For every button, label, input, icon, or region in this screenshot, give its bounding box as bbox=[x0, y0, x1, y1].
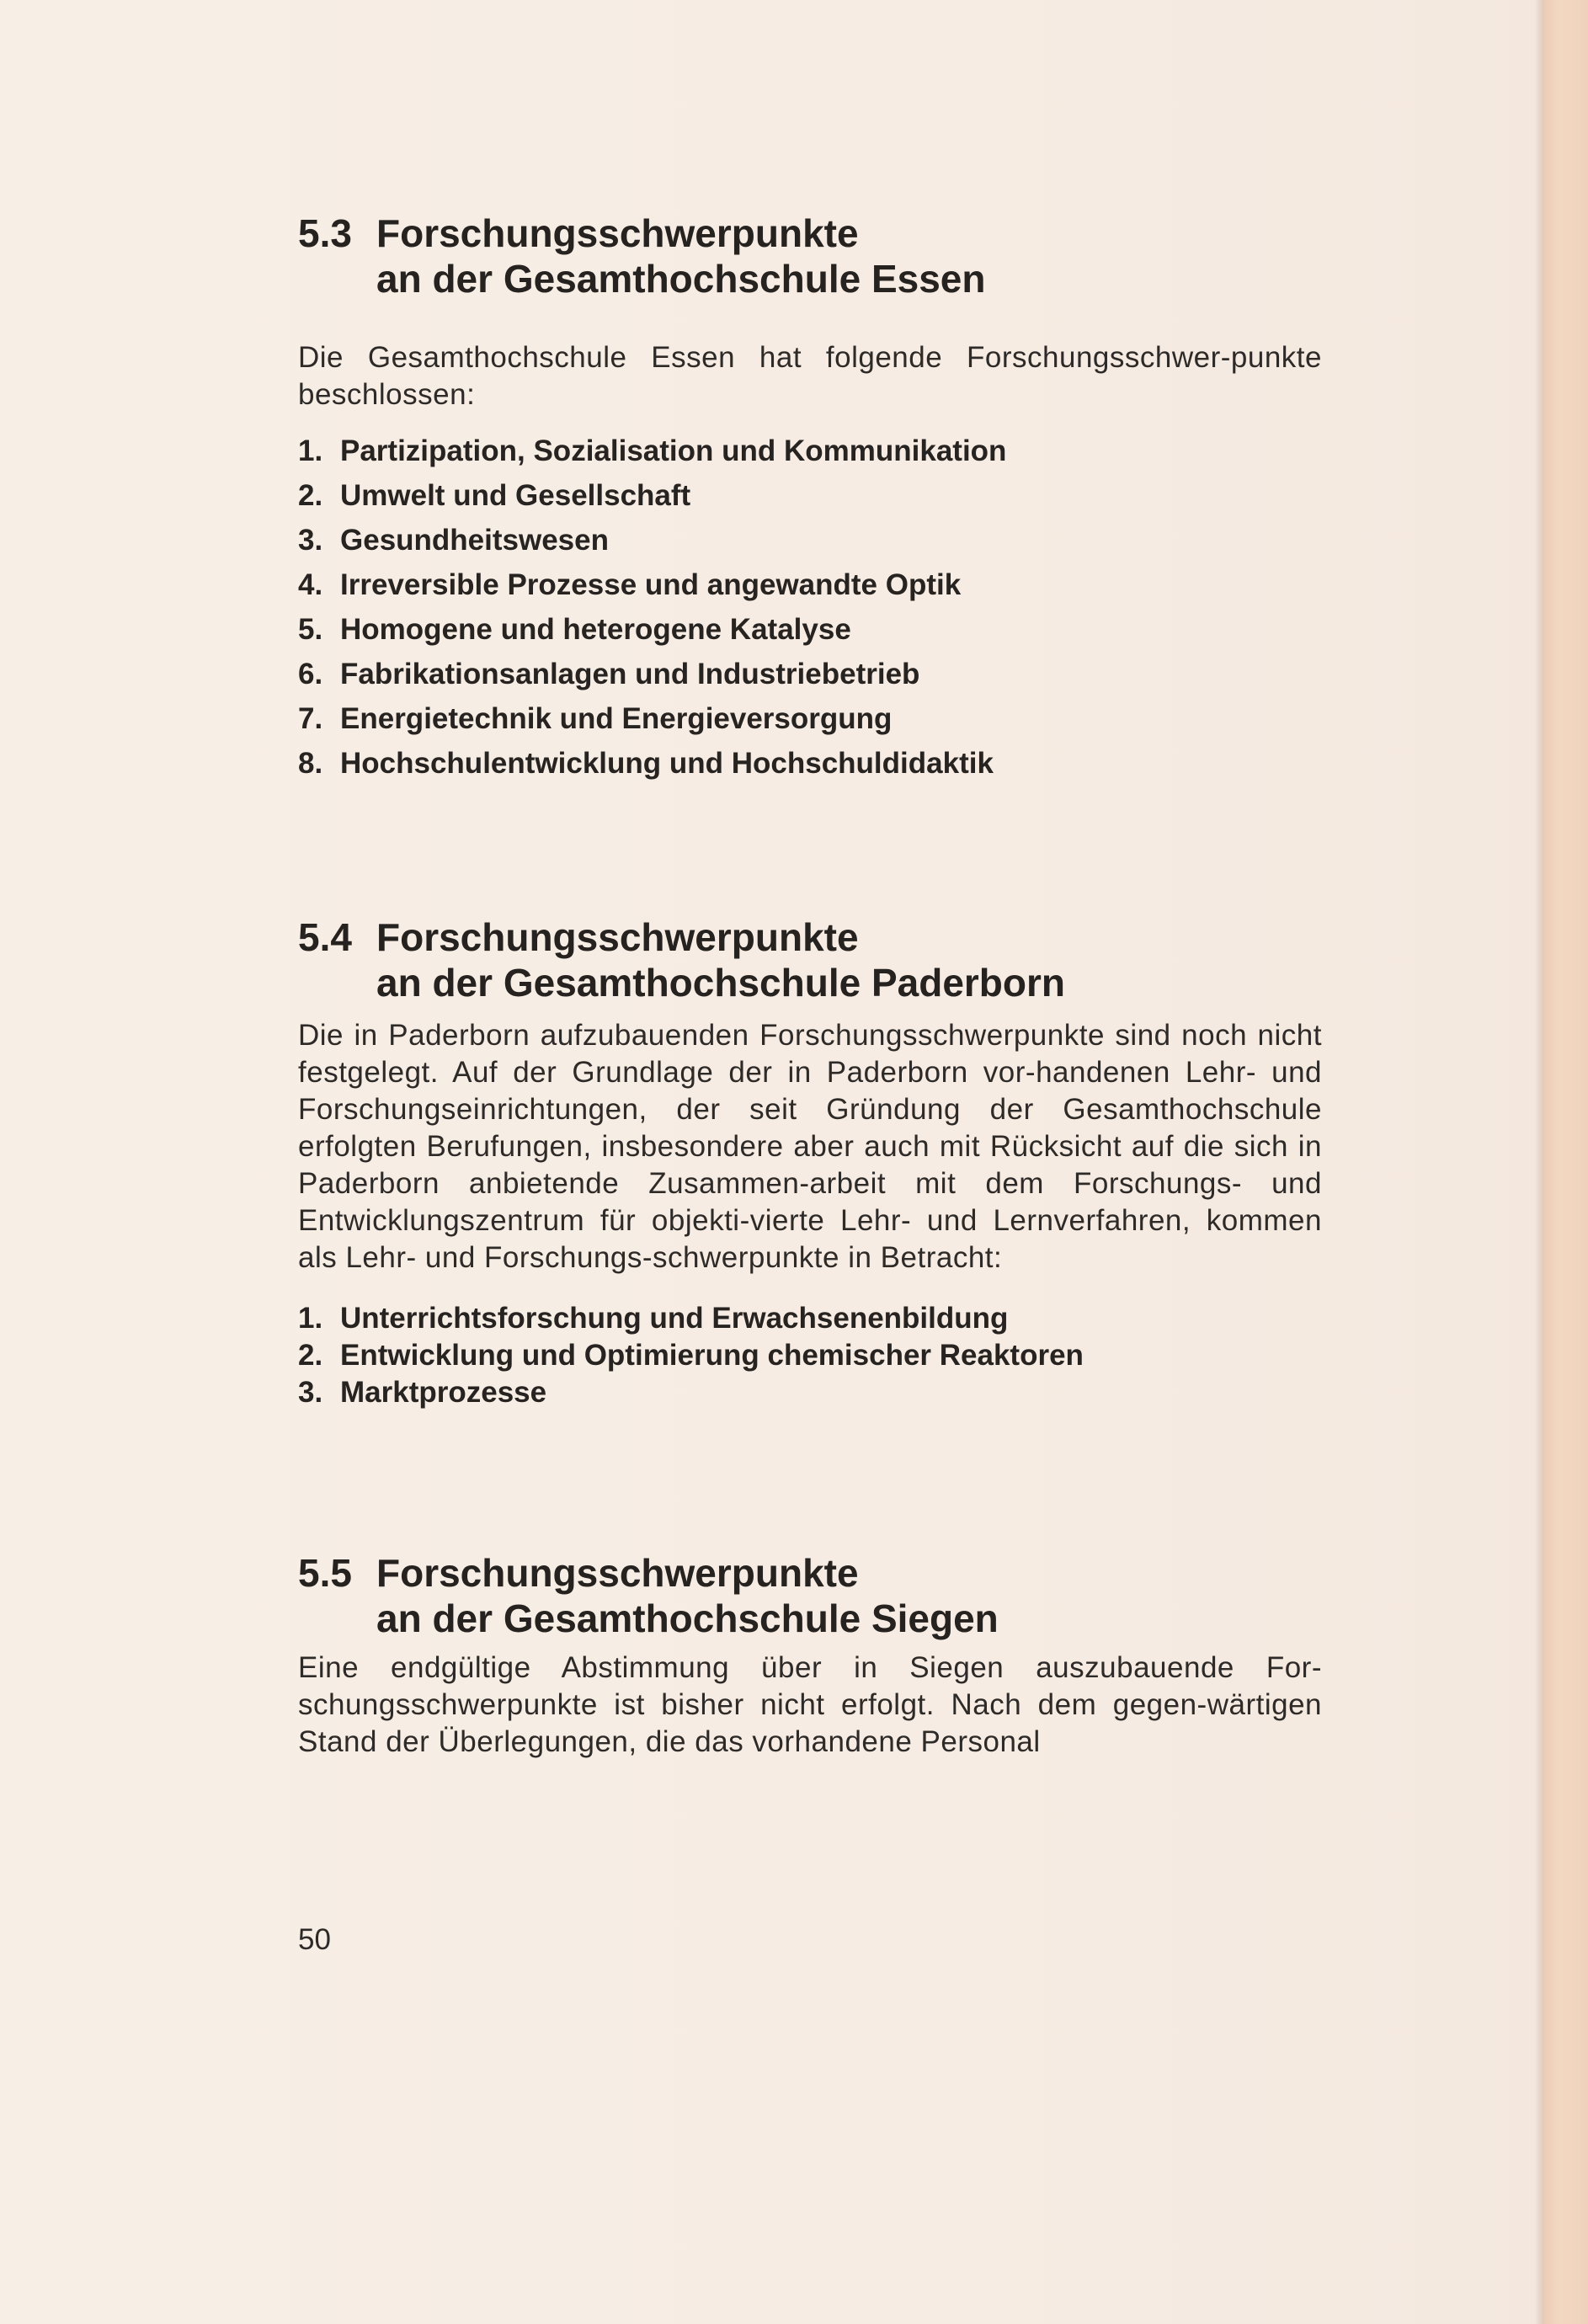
section-title-line1: Forschungsschwerpunkte bbox=[376, 915, 859, 959]
section-intro-5-3: Die Gesamthochschule Essen hat folgende Forschungsschwer-punkte beschlossen: bbox=[298, 341, 1322, 411]
section-intro-5-4: Die in Paderborn aufzubauenden Forschungsschwerpunkte sind noch nicht festgelegt. Auf der Grundlage der in Paderborn vor-handenen Lehr- und Forschungseinrichtungen, der seit Gründung der Gesamthochschule erfolgten Berufungen, insbesondere aber auch mit Rücksicht auf die sich in Paderborn anbietende Zusammen-arbeit mit dem Forschungs- und Entwicklungszentrum für objekti-vierte Lehr- und Lernverfahren, kommen als Lehr- und Forschungs-schwerpunkte in Betracht: bbox=[298, 1019, 1322, 1274]
section-heading-5-5 bbox=[298, 1550, 1322, 1641]
list-item: 4. Irreversible Prozesse und angewandte Optik bbox=[298, 568, 962, 601]
list-item: 8. Hochschulentwicklung und Hochschuldidaktik bbox=[298, 747, 994, 780]
priority-list-5-3 bbox=[298, 429, 1322, 786]
list-item: 6. Fabrikationsanlagen und Industriebetrieb bbox=[298, 658, 920, 690]
section-number: 5.5 bbox=[298, 1551, 352, 1595]
section-intro-5-5: Eine endgültige Abstimmung über in Siegen auszubauende For-schungsschwerpunkte ist bisher nicht erfolgt. Nach dem gegen-wärtigen Stand der Überlegungen, die das vorhandene Personal bbox=[298, 1651, 1322, 1758]
list-item: 2. Umwelt und Gesellschaft bbox=[298, 479, 691, 512]
page-content bbox=[298, 211, 1322, 1761]
list-item: 5. Homogene und heterogene Katalyse bbox=[298, 613, 851, 646]
page-edge-shadow bbox=[1534, 0, 1544, 2324]
list-item: 3. Marktprozesse bbox=[298, 1376, 547, 1409]
page-number: 50 bbox=[298, 1923, 331, 1956]
section-heading-5-3 bbox=[298, 211, 1322, 301]
page-edge bbox=[1544, 0, 1588, 2324]
list-item: 2. Entwicklung und Optimierung chemischer Reaktoren bbox=[298, 1339, 1084, 1372]
priority-list-5-4 bbox=[298, 1300, 1322, 1411]
section-number: 5.3 bbox=[298, 211, 352, 255]
list-item: 3. Gesundheitswesen bbox=[298, 524, 609, 557]
list-item: 1. Unterrichtsforschung und Erwachsenenbildung bbox=[298, 1302, 1009, 1335]
list-item: 7. Energietechnik und Energieversorgung bbox=[298, 702, 893, 735]
list-item: 1. Partizipation, Sozialisation und Kommunikation bbox=[298, 434, 1007, 467]
section-heading-5-4 bbox=[298, 914, 1322, 1005]
section-title-line2: an der Gesamthochschule Paderborn bbox=[376, 961, 1066, 1005]
section-title-line1: Forschungsschwerpunkte bbox=[376, 1551, 859, 1595]
section-number: 5.4 bbox=[298, 915, 352, 959]
section-title-line1: Forschungsschwerpunkte bbox=[376, 211, 859, 255]
section-title-line2: an der Gesamthochschule Siegen bbox=[376, 1596, 999, 1640]
section-title-line2: an der Gesamthochschule Essen bbox=[376, 257, 986, 301]
